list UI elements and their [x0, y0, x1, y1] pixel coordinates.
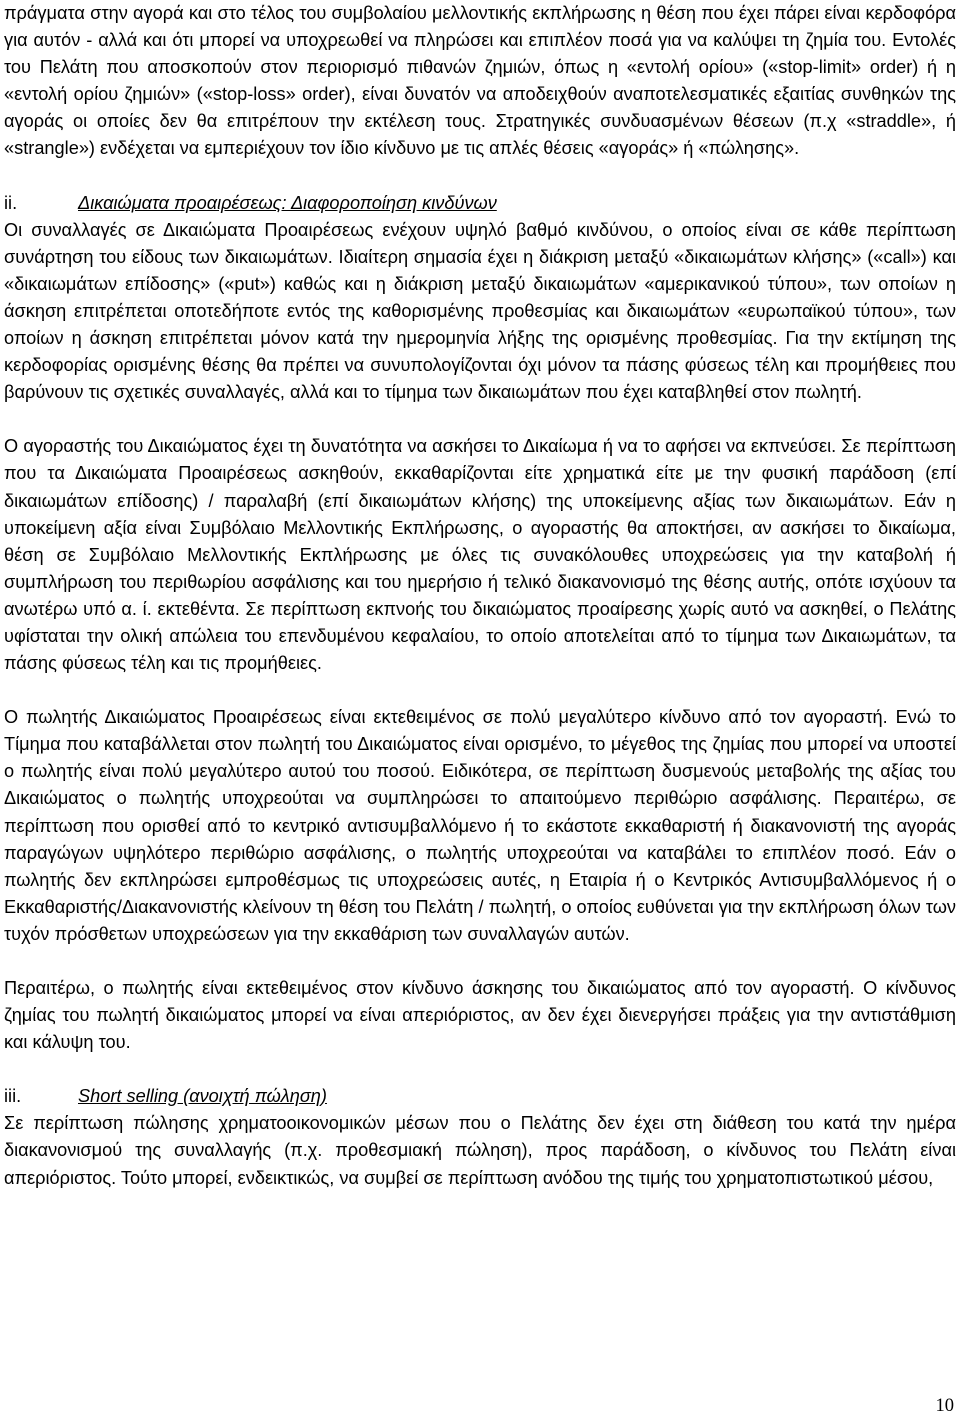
- paragraph: Σε περίπτωση πώλησης χρηματοοικονομικών μέσων που ο Πελάτης δεν έχει στη διάθεση του κατά την ημέρα διακανονισμού της συναλλαγής (π.χ. προθεσμιακή πώληση), προς παράδοση, ο κίνδυνος του Πελάτη είναι απεριόριστος. Τούτο μπορεί, ενδεικτικώς, να συμβεί σε περίπτωση ανόδου της τιμής του χρηματοπιστωτικού μέσου,: [4, 1113, 956, 1188]
- page-number: 10: [935, 1396, 954, 1416]
- section-number: ii.: [4, 192, 18, 213]
- document-page: [4, 0, 956, 1192]
- paragraph: Ο αγοραστής του Δικαιώματος έχει τη δυνατότητα να ασκήσει το Δικαίωμα ή να το αφήσει να εκπνεύσει. Σε περίπτωση που τα Δικαιώματα Προαιρέσεως ασκηθούν, εκκαθαρίζονται είτε χρηματικά είτε με την φυσική παράδοση (επί δικαιωμάτων επίδοσης) / παραλαβή (επί δικαιωμάτων κλήσης) της υποκείμενης αξίας των δικαιωμάτων. Εάν η υποκείμενη αξία είναι Συμβόλαιο Μελλοντικής Εκπλήρωσης, ο αγοραστής θα αποκτήσει, αν ασκήσει το δικαίωμα, θέση σε Συμβόλαιο Μελλοντικής Εκπλήρωσης με όλες τις συνακόλουθες υποχρεώσεις για την καταβολή ή συμπλήρωση του περιθωρίου ασφάλισης και του ημερήσιο ή τελικό διακανονισμό της θέσης αυτής, οπότε ισχύουν τα ανωτέρω υπό α. ί. εκτεθέντα. Σε περίπτωση εκπνοής του δικαιώματος προαίρεσης χωρίς αυτό να ασκηθεί, ο Πελάτης υφίσταται την ολική απώλεια του επενδυμένου κεφαλαίου, το οποίο αποτελείται από το τίμημα των Δικαιωμάτων, τα πάσης φύσεως τέλη και τις προμήθειες.: [4, 436, 956, 674]
- paragraph: Ο πωλητής Δικαιώματος Προαιρέσεως είναι εκτεθειμένος σε πολύ μεγαλύτερο κίνδυνο από τον αγοραστή. Ενώ το Τίμημα που καταβάλλεται στον πωλητή του Δικαιώματος είναι ορισμένο, το μέγεθος της ζημίας που μπορεί να υποστεί ο πωλητής είναι πολύ μεγαλύτερο αυτού του ποσού. Ειδικότερα, σε περίπτωση δυσμενούς μεταβολής της αξίας του Δικαιώματος ο πωλητής υποχρεούται να συμπληρώσει το απαιτούμενο περιθώριο ασφάλισης. Περαιτέρω, σε περίπτωση που ορισθεί από το κεντρικό αντισυμβαλλόμενο ή το εκάστοτε εκκαθαριστή ή διακανονιστή της αγοράς παραγώγων υψηλότερο περιθώριο ασφάλισης, ο πωλητής υποχρεούται να καταβάλει το επιπλέον ποσό. Εάν ο πωλητής δεν εκπληρώσει εμπροθέσμως τις υποχρεώσεις αυτές, η Εταιρία ή ο Κεντρικός Αντισυμβαλλόμενος ή ο Εκκαθαριστής/Διακανονιστής κλείνουν τη θέση του Πελάτη / πωλητή, ο οποίος ευθύνεται για την εκπλήρωση όλων των τυχόν πρόσθετων υποχρεώσεων για την εκκαθάριση των συναλλαγών αυτών.: [4, 707, 956, 944]
- paragraph: Περαιτέρω, ο πωλητής είναι εκτεθειμένος στον κίνδυνο άσκησης του δικαιώματος από τον αγοραστή. Ο κίνδυνος ζημίας του πωλητή δικαιώματος μπορεί να είναι απεριόριστος, αν δεν έχει διενεργήσει πράξεις για την αντιστάθμιση και κάλυψη του.: [4, 978, 956, 1053]
- section-heading-iii: [4, 1083, 956, 1110]
- section-title: Short selling (ανοιχτή πώληση): [78, 1086, 327, 1107]
- section-title: Δικαιώματα προαιρέσεως: Διαφοροποίηση κινδύνων: [78, 192, 497, 213]
- paragraph: Οι συναλλαγές σε Δικαιώματα Προαιρέσεως ενέχουν υψηλό βαθμό κινδύνου, ο οποίος είναι σε κάθε περίπτωση συνάρτηση του είδους των δικαιωμάτων. Ιδιαίτερη σημασία έχει η διάκριση μεταξύ «δικαιωμάτων κλήσης» («call») και «δικαιωμάτων επίδοσης» («put») καθώς και η διάκριση μεταξύ δικαιωμάτων «αμερικανικού τύπου», των οποίων η άσκηση επιτρέπεται οποτεδήποτε εντός της καθορισμένης προθεσμίας και δικαιωμάτων «ευρωπαϊκού τύπου», των οποίων η άσκηση επιτρέπεται μόνον κατά την ημερομηνία λήξης της ορισμένης προθεσμίας. Για την εκτίμηση της κερδοφορίας ορισμένης θέσης θα πρέπει να συνυπολογίζονται όχι μόνον τα πάσης φύσεως τέλη και προμήθειες που βαρύνουν τις σχετικές συναλλαγές, αλλά και το τίμημα των δικαιωμάτων που έχει καταβληθεί στον πωλητή.: [4, 219, 956, 403]
- section-number: iii.: [4, 1086, 22, 1107]
- paragraph-intro: πράγματα στην αγορά και στο τέλος του συμβολαίου μελλοντικής εκπλήρωσης η θέση που έχει πάρει είναι κερδοφόρα για αυτόν - αλλά και ότι μπορεί να υποχρεωθεί να πληρώσει και επιπλέον ποσά για να καλύψει τη ζημία του. Εντολές του Πελάτη που αποσκοπούν στον περιορισμό πιθανών ζημιών, όπως η «εντολή ορίου» («stop-limit» order) ή η «εντολή ορίου ζημιών» («stop-loss» order), είναι δυνατόν να αποδειχθούν αναποτελεσματικές εξαιτίας συνθηκών της αγοράς οι οποίες δεν θα επιτρέπουν την εκτέλεση τους. Στρατηγικές συνδυασμένων θέσεων (π.χ «straddle», ή «strangle») ενδέχεται να εμπεριέχουν τον ίδιο κίνδυνο με τις απλές θέσεις «αγοράς» ή «πώλησης».: [4, 3, 956, 159]
- section-heading-ii: [4, 190, 956, 217]
